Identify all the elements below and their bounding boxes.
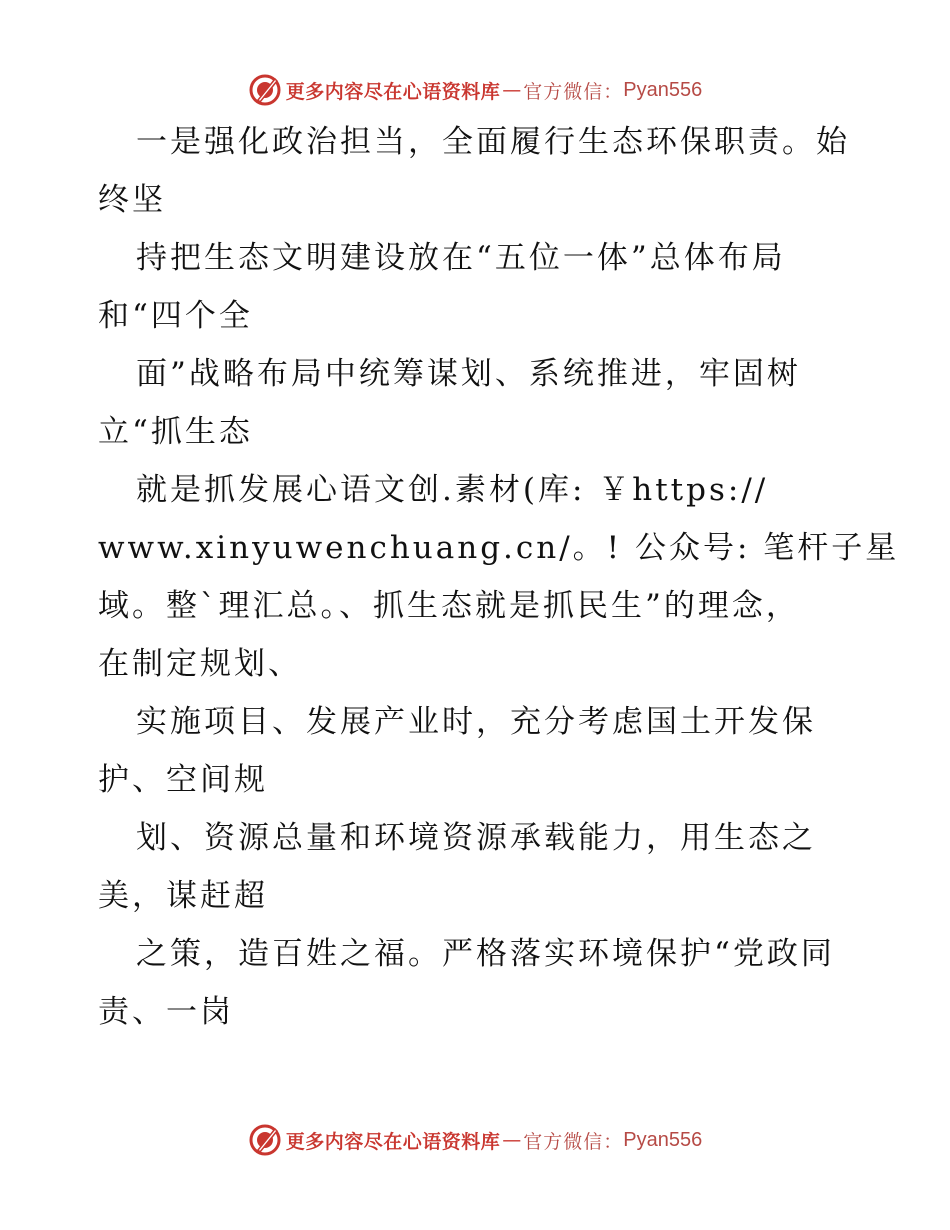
banner-contact-id: Pyan556 [623,78,703,101]
text-line: 和“四个全 [98,298,253,334]
pen-logo-icon [248,73,282,107]
text-line: 之策，造百姓之福。严格落实环境保护“党政同 [136,936,835,972]
banner-main-text: 更多内容尽在心语资料库 [285,80,501,103]
text-line: 持把生态文明建设放在“五位一体”总体布局 [136,240,786,276]
banner-contact-label: 官方微信： [523,1130,624,1153]
text-line: 责、一岗 [98,994,234,1030]
text-line: 实施项目、发展产业时，充分考虑国土开发保 [136,704,816,740]
text-line: 立“抓生态 [98,414,253,450]
text-line: 划、资源总量和环境资源承载能力，用生态之 [136,820,816,856]
text-line: 终坚 [98,182,166,218]
banner-contact-label: 官方微信： [523,80,624,103]
text-line: www.xinyuwenchuang.cn/。! 公众号: 笔杆子星 [98,530,900,566]
text-line: 就是抓发展心语文创.素材(库: ￥https:// [136,472,769,508]
banner-main-text: 更多内容尽在心语资料库 [285,1130,501,1153]
text-line: 在制定规划、 [98,646,302,682]
header-banner [0,70,950,110]
banner-dash: — [502,79,522,101]
text-line: 护、空间规 [98,762,268,798]
text-line: 一是强化政治担当，全面履行生态环保职责。始 [136,124,850,160]
text-line: 域。整`理汇总。、抓生态就是抓民生”的理念， [98,588,800,624]
text-line: 美，谋赶超 [98,878,268,914]
pen-logo-icon [248,1123,282,1157]
footer-banner [0,1120,950,1160]
text-line: 面”战略布局中统筹谋划、系统推进，牢固树 [136,356,801,392]
banner-contact-id: Pyan556 [623,1128,703,1151]
banner-dash: — [502,1129,522,1151]
